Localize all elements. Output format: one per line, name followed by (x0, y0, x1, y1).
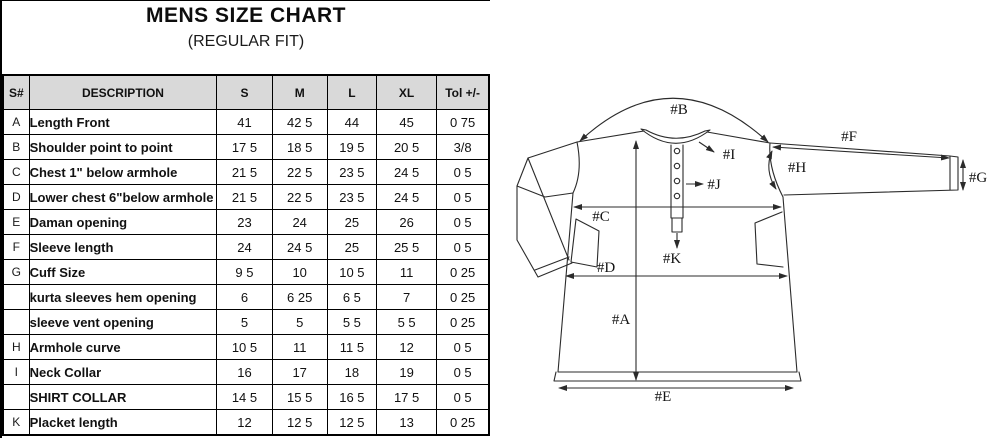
row-letter: D (3, 185, 29, 210)
dim-label-b: #B (670, 102, 688, 118)
header-cell-xl: XL (376, 75, 436, 110)
header-cell-tol: Tol +/- (437, 75, 489, 110)
cell-tol: 0 25 (437, 260, 489, 285)
dim-line-F (773, 147, 949, 158)
page-title: MENS SIZE CHART (145, 4, 346, 27)
table-row (3, 360, 489, 385)
cell-m: 11 (272, 335, 327, 360)
cell-xl: 17 5 (376, 385, 436, 410)
cell-tol: 0 5 (437, 235, 489, 260)
header-cell-desc: DESCRIPTION (29, 75, 217, 110)
cell-s: 17 5 (217, 135, 272, 160)
cell-l: 12 5 (327, 410, 376, 436)
size-table (2, 74, 490, 436)
cell-l: 18 (327, 360, 376, 385)
cell-m: 22 5 (272, 160, 327, 185)
cell-xl: 20 5 (376, 135, 436, 160)
cell-m: 24 (272, 210, 327, 235)
row-letter: A (3, 110, 29, 135)
row-description: Neck Collar (29, 360, 217, 385)
cell-s: 24 (217, 235, 272, 260)
callout-line-I (699, 142, 714, 152)
cell-s: 23 (217, 210, 272, 235)
row-description: Chest 1" below armhole (29, 160, 217, 185)
cell-m: 24 5 (272, 235, 327, 260)
dim-label-h: #H (787, 160, 807, 176)
cell-l: 23 5 (327, 160, 376, 185)
cell-xl: 7 (376, 285, 436, 310)
header-row (3, 75, 489, 110)
dim-label-g: #G (968, 170, 988, 186)
cell-tol: 0 5 (437, 185, 489, 210)
header-cell-s: S (217, 75, 272, 110)
cell-l: 19 5 (327, 135, 376, 160)
kurta-hem-band (554, 372, 801, 381)
table-row (3, 285, 489, 310)
placket-buttons (674, 148, 679, 198)
table-row (3, 110, 489, 135)
kurta-left-sleeve (517, 142, 577, 277)
cell-tol: 0 75 (437, 110, 489, 135)
cell-tol: 0 25 (437, 285, 489, 310)
cell-m: 15 5 (272, 385, 327, 410)
row-description: SHIRT COLLAR (29, 385, 217, 410)
cell-l: 16 5 (327, 385, 376, 410)
dim-label-e: #E (654, 389, 672, 405)
cell-xl: 12 (376, 335, 436, 360)
row-description: Shoulder point to point (29, 135, 217, 160)
cell-s: 16 (217, 360, 272, 385)
row-letter: K (3, 410, 29, 436)
cell-xl: 19 (376, 360, 436, 385)
row-description: Armhole curve (29, 335, 217, 360)
cell-s: 10 5 (217, 335, 272, 360)
row-description: sleeve vent opening (29, 310, 217, 335)
cell-m: 22 5 (272, 185, 327, 210)
table-row (3, 185, 489, 210)
cell-xl: 24 5 (376, 160, 436, 185)
cell-m: 42 5 (272, 110, 327, 135)
header-cell-m: M (272, 75, 327, 110)
table-row (3, 135, 489, 160)
cell-l: 5 5 (327, 310, 376, 335)
cell-xl: 13 (376, 410, 436, 436)
cell-tol: 0 5 (437, 160, 489, 185)
table-row (3, 260, 489, 285)
cell-l: 11 5 (327, 335, 376, 360)
row-description: Length Front (29, 110, 217, 135)
table-row (3, 410, 489, 436)
table-row (3, 310, 489, 335)
table-row (3, 335, 489, 360)
cell-m: 18 5 (272, 135, 327, 160)
cell-m: 10 (272, 260, 327, 285)
dim-label-j: #J (707, 177, 721, 193)
row-description: kurta sleeves hem opening (29, 285, 217, 310)
cell-m: 12 5 (272, 410, 327, 436)
cell-xl: 24 5 (376, 185, 436, 210)
cell-s: 14 5 (217, 385, 272, 410)
dim-label-f: #F (841, 129, 857, 145)
kurta-left-pocket (571, 219, 599, 267)
cell-xl: 5 5 (376, 310, 436, 335)
size-chart-panel (0, 0, 490, 438)
row-letter (3, 310, 29, 335)
garment-diagram (490, 0, 1000, 438)
dim-label-c: #C (592, 209, 610, 225)
row-letter: I (3, 360, 29, 385)
cell-tol: 0 25 (437, 410, 489, 436)
cell-l: 10 5 (327, 260, 376, 285)
cell-s: 9 5 (217, 260, 272, 285)
cell-l: 6 5 (327, 285, 376, 310)
cell-l: 25 (327, 235, 376, 260)
row-letter (3, 385, 29, 410)
table-row (3, 385, 489, 410)
row-description: Sleeve length (29, 235, 217, 260)
row-letter: B (3, 135, 29, 160)
cell-xl: 25 5 (376, 235, 436, 260)
row-letter (3, 285, 29, 310)
row-description: Cuff Size (29, 260, 217, 285)
cell-s: 41 (217, 110, 272, 135)
cell-xl: 11 (376, 260, 436, 285)
kurta-collar (641, 129, 710, 143)
cell-tol: 3/8 (437, 135, 489, 160)
kurta-placket (671, 145, 683, 232)
row-description: Lower chest 6"below armhole (29, 185, 217, 210)
title-block (2, 1, 490, 74)
cell-s: 5 (217, 310, 272, 335)
dim-label-k: #K (662, 251, 682, 267)
cell-tol: 0 5 (437, 360, 489, 385)
cell-l: 44 (327, 110, 376, 135)
header-cell-sno: S# (3, 75, 29, 110)
cell-tol: 0 5 (437, 385, 489, 410)
cell-tol: 0 25 (437, 310, 489, 335)
kurta-right-pocket (755, 212, 783, 267)
cell-l: 25 (327, 210, 376, 235)
cell-m: 17 (272, 360, 327, 385)
row-letter: H (3, 335, 29, 360)
header-cell-l: L (327, 75, 376, 110)
dim-label-d: #D (596, 260, 616, 276)
row-letter: E (3, 210, 29, 235)
table-row (3, 235, 489, 260)
row-letter: G (3, 260, 29, 285)
cell-m: 5 (272, 310, 327, 335)
cell-s: 21 5 (217, 160, 272, 185)
table-row (3, 210, 489, 235)
dim-label-i: #I (722, 147, 736, 163)
cell-tol: 0 5 (437, 335, 489, 360)
row-letter: C (3, 160, 29, 185)
cell-xl: 26 (376, 210, 436, 235)
row-description: Daman opening (29, 210, 217, 235)
cell-s: 12 (217, 410, 272, 436)
page-subtitle: (REGULAR FIT) (187, 33, 305, 50)
kurta-technical-drawing (490, 0, 1000, 438)
cell-xl: 45 (376, 110, 436, 135)
cell-m: 6 25 (272, 285, 327, 310)
cell-s: 21 5 (217, 185, 272, 210)
dim-label-a: #A (611, 312, 631, 328)
cell-s: 6 (217, 285, 272, 310)
cell-l: 23 5 (327, 185, 376, 210)
row-letter: F (3, 235, 29, 260)
cell-tol: 0 5 (437, 210, 489, 235)
table-row (3, 160, 489, 185)
row-description: Placket length (29, 410, 217, 436)
